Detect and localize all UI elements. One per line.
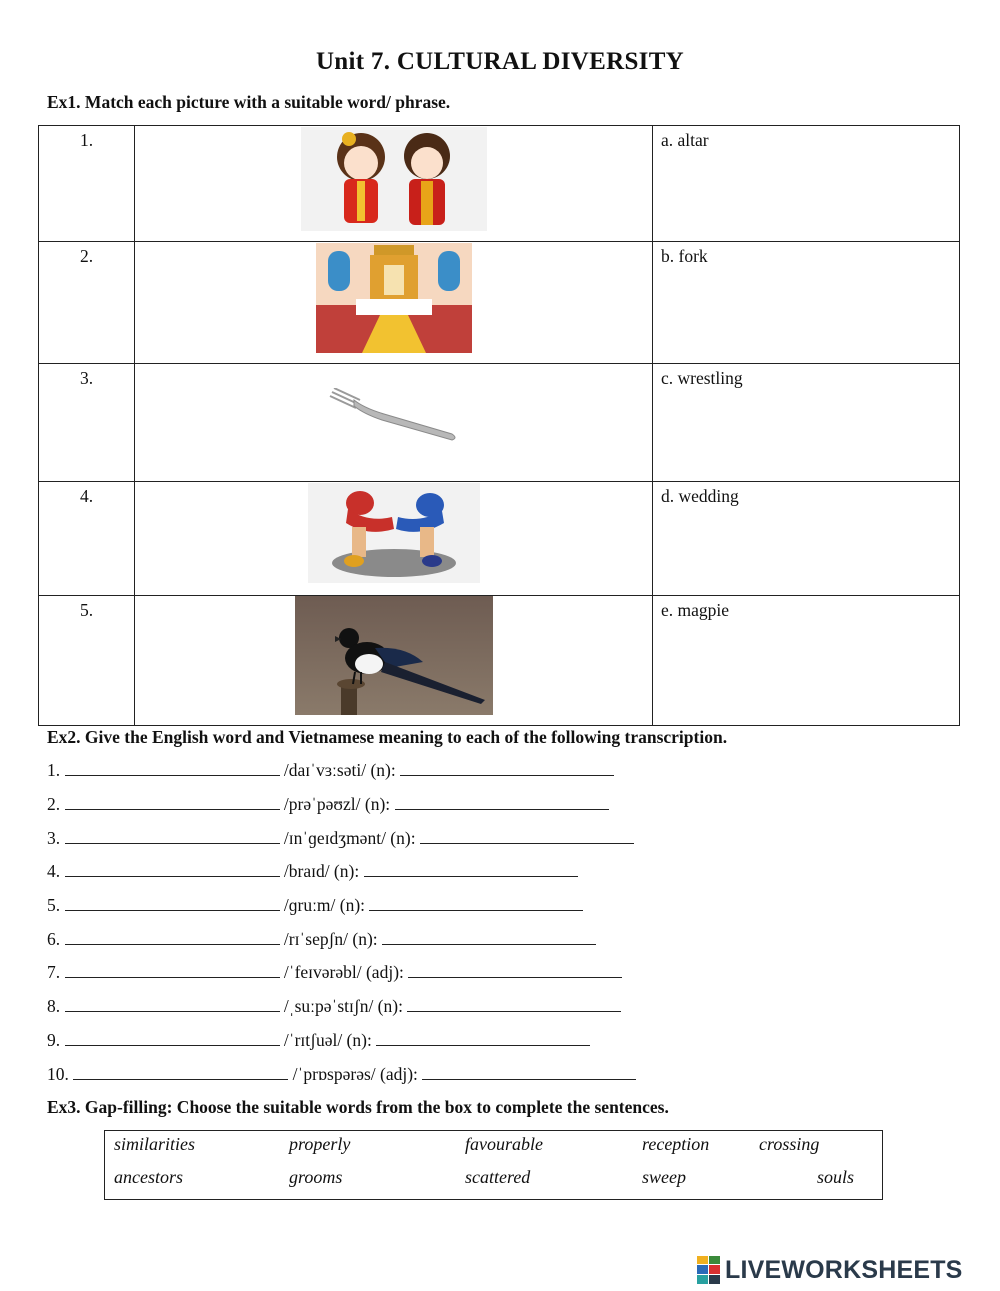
transcription: /daɪˈvɜːsəti/ (n):: [283, 760, 396, 780]
picture-cell: [135, 482, 653, 596]
match-word: b. fork: [653, 242, 960, 364]
list-item: [47, 1064, 636, 1085]
item-number: 9.: [47, 1030, 61, 1050]
wrestlers-icon: [308, 483, 480, 583]
item-number: 1.: [47, 760, 61, 780]
word-box-item: crossing: [759, 1134, 820, 1154]
meaning-blank[interactable]: [407, 997, 621, 1012]
item-number: 2.: [47, 794, 61, 814]
picture-cell: [135, 126, 653, 242]
word-blank[interactable]: [65, 829, 280, 844]
transcription: /ˈfeɪvərəbl/ (adj):: [283, 962, 404, 982]
transcription: /ɪnˈɡeɪdʒmənt/ (n):: [283, 828, 416, 848]
transcription: /ɡruːm/ (n):: [283, 895, 366, 915]
matching-table: [38, 125, 960, 726]
word-blank[interactable]: [73, 1065, 288, 1080]
word-box-item: similarities: [114, 1134, 196, 1154]
fork-icon: [324, 388, 464, 448]
word-blank[interactable]: [65, 795, 280, 810]
word-blank[interactable]: [65, 997, 280, 1012]
item-number: 4.: [47, 861, 61, 881]
meaning-blank[interactable]: [382, 930, 596, 945]
page-title: Unit 7. CULTURAL DIVERSITY: [315, 48, 685, 75]
meaning-blank[interactable]: [422, 1065, 636, 1080]
liveworksheets-logo-icon: [697, 1256, 721, 1284]
meaning-blank[interactable]: [395, 795, 609, 810]
list-item: [47, 962, 622, 983]
item-number: 8.: [47, 996, 61, 1016]
altar-icon: [316, 243, 472, 353]
match-word: e. magpie: [653, 596, 960, 726]
word-blank[interactable]: [65, 930, 280, 945]
table-row: [39, 126, 960, 242]
table-row: [39, 596, 960, 726]
item-number: 3.: [47, 828, 61, 848]
item-number: 6.: [47, 929, 61, 949]
meaning-blank[interactable]: [369, 896, 583, 911]
row-number: 4.: [39, 482, 135, 596]
list-item: [47, 861, 578, 882]
transcription: /ˌsuːpəˈstɪʃn/ (n):: [283, 996, 403, 1016]
word-box-item: properly: [289, 1134, 351, 1154]
word-box-item: souls: [817, 1167, 855, 1187]
list-item: [47, 1030, 590, 1051]
list-item: [47, 828, 634, 849]
brand-footer[interactable]: [697, 1255, 963, 1285]
item-number: 5.: [47, 895, 61, 915]
word-box-item: scattered: [465, 1167, 531, 1187]
item-number: 7.: [47, 962, 61, 982]
transcription: /ˈrɪtʃuəl/ (n):: [283, 1030, 372, 1050]
row-number: 3.: [39, 364, 135, 482]
meaning-blank[interactable]: [408, 963, 622, 978]
picture-cell: [135, 364, 653, 482]
match-word: a. altar: [653, 126, 960, 242]
match-word: c. wrestling: [653, 364, 960, 482]
word-box: [104, 1130, 883, 1200]
magpie-icon: [295, 596, 493, 715]
list-item: [47, 760, 614, 781]
row-number: 2.: [39, 242, 135, 364]
picture-cell: [135, 596, 653, 726]
list-item: [47, 996, 621, 1017]
word-box-item: reception: [642, 1134, 710, 1154]
word-box-item: favourable: [465, 1134, 543, 1154]
meaning-blank[interactable]: [400, 761, 614, 776]
item-number: 10.: [47, 1064, 69, 1084]
transcription: /prəˈpəʊzl/ (n):: [283, 794, 391, 814]
word-blank[interactable]: [65, 761, 280, 776]
match-word: d. wedding: [653, 482, 960, 596]
word-blank[interactable]: [65, 862, 280, 877]
picture-cell: [135, 242, 653, 364]
word-box-item: sweep: [642, 1167, 686, 1187]
word-box-item: ancestors: [114, 1167, 183, 1187]
word-blank[interactable]: [65, 963, 280, 978]
row-number: 5.: [39, 596, 135, 726]
brand-name: LIVEWORKSHEETS: [725, 1255, 963, 1284]
meaning-blank[interactable]: [376, 1031, 590, 1046]
word-box-item: grooms: [289, 1167, 343, 1187]
table-row: [39, 482, 960, 596]
list-item: [47, 929, 596, 950]
row-number: 1.: [39, 126, 135, 242]
transcription: /braɪd/ (n):: [283, 861, 360, 881]
transcription: /rɪˈsepʃn/ (n):: [283, 929, 378, 949]
meaning-blank[interactable]: [364, 862, 578, 877]
meaning-blank[interactable]: [420, 829, 634, 844]
transcription: /ˈprɒspərəs/ (adj):: [292, 1064, 418, 1084]
list-item: [47, 794, 609, 815]
word-blank[interactable]: [65, 896, 280, 911]
table-row: [39, 364, 960, 482]
table-row: [39, 242, 960, 364]
exercise-3-heading: Ex3. Gap-filling: Choose the suitable words from the box to complete the sentences.: [47, 1097, 669, 1117]
word-blank[interactable]: [65, 1031, 280, 1046]
exercise-1-heading: Ex1. Match each picture with a suitable word/ phrase.: [47, 92, 451, 112]
exercise-2-heading: Ex2. Give the English word and Vietnamese meaning to each of the following transcription.: [47, 727, 728, 747]
wedding-couple-icon: [301, 127, 487, 231]
list-item: [47, 895, 583, 916]
